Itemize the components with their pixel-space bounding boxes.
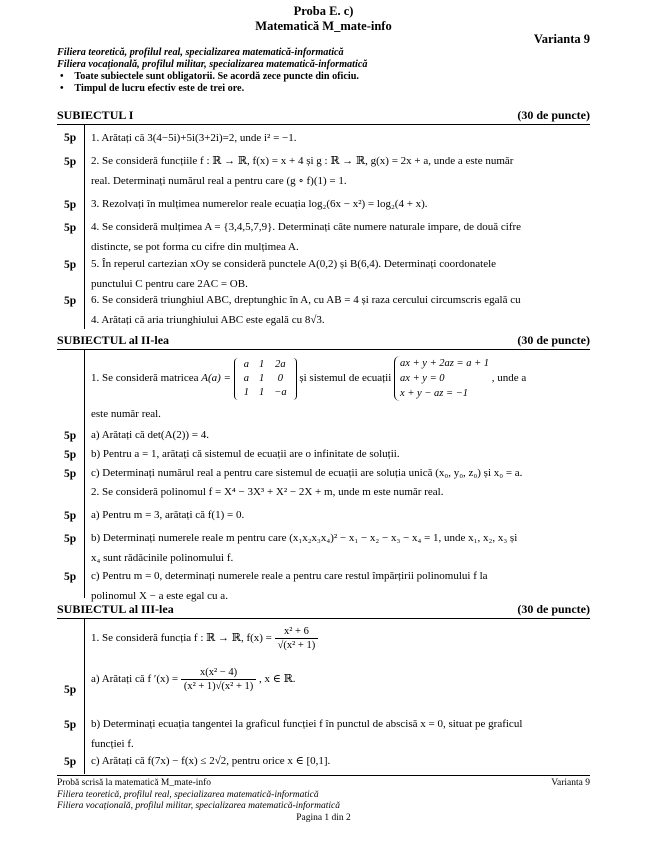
footer-divider [57, 775, 590, 776]
points-label: 5p [64, 132, 77, 144]
points-label: 5p [64, 533, 77, 545]
question-1-6: 6. Se consideră triunghiul ABC, dreptunghic în A, cu AB = 4 și raza cercului circumscris egală cu 4. Arătați că aria triunghiului ABC este egală cu 8√3. [91, 294, 521, 326]
points-label: 5p [64, 468, 77, 480]
question-2-1a: a) Arătați că det(A(2)) = 4. [91, 429, 209, 441]
divider [57, 349, 590, 350]
points-label: 5p [64, 430, 77, 442]
question-1-3: 3. Rezolvați în mulțimea numerelor reale ecuația log₂(6x − x²) = log₂(4 + x). [91, 198, 428, 210]
points-label: 5p [64, 684, 77, 696]
exam-subtitle: Matematică M_mate-info [255, 19, 392, 33]
subject-3-heading: SUBIECTUL al III-lea (30 de puncte) [57, 602, 590, 616]
filiera-2: Filiera vocațională, profilul militar, specializarea matematică-informatică [57, 59, 368, 70]
points-label: 5p [64, 449, 77, 461]
question-1-2: 2. Se consideră funcțiile f : ℝ → ℝ, f(x) = x + 4 și g : ℝ → ℝ, g(x) = 2x + a, unde a este număr real. Determinați numărul real a pentru care (g ∘ f)(1) = 1. [91, 155, 514, 187]
points-label: 5p [64, 259, 77, 271]
footer [57, 778, 590, 824]
points-column-divider [84, 125, 85, 329]
points-label: 5p [64, 510, 77, 522]
problem-2-1: 1. Se consideră matricea A(a) = a 1 2a a 1 0 1 1 −a și sistemul de ecuații ax + y + 2az = a + 1 ax + y = 0 x + y − az = −1 , unde a [91, 358, 527, 399]
problem-3-1: 1. Se consideră funcția f : ℝ → ℝ, f(x) = $\frac{\text{x² + 6}}{\text{√(x² + 1)}}$ [91, 625, 589, 652]
fraction: $\frac{\text{x² + 6}}{\text{√(x² + 1)}}$ [275, 625, 319, 652]
subject-1-heading: SUBIECTUL I (30 de puncte) [57, 108, 590, 122]
points-column-divider [84, 350, 85, 598]
question-2-2c: c) Pentru m = 0, determinați numerele reale a pentru care restul împărțirii polinomului f la polinomul X − a este egal cu a. [91, 570, 488, 602]
points-label: 5p [64, 571, 77, 583]
footer-line-3: Filiera vocațională, profilul militar, specializarea matematică-informatică [57, 801, 340, 811]
exam-title: Proba E. c) [293, 4, 354, 18]
varianta-label: Varianta 9 [533, 32, 590, 46]
question-2-1c: c) Determinați numărul real a pentru care sistemul de ecuații are soluția unică (x₀, y₀, z₀) și x₀ = a. [91, 467, 523, 479]
question-3-1a: a) Arătați că f ′(x) = $\frac{\text{x(x² − 4)}}{\text{(x² + 1)√(x² + 1)}}$ , x ∈ ℝ. [91, 667, 296, 692]
matrix-A: a 1 2a a 1 0 1 1 −a [234, 358, 297, 400]
footer-line-2: Filiera teoretică, profilul real, specializarea matematică-informatică [57, 789, 319, 800]
points-label: 5p [64, 756, 77, 768]
points-label: 5p [64, 199, 77, 211]
instruction-2: • Timpul de lucru efectiv este de trei ore. [60, 83, 245, 94]
question-3-1b: b) Determinați ecuația tangentei la graficul funcției f în punctul de abscisă x = 0, situat pe graficul funcției f. [91, 718, 523, 750]
question-1-4: 4. Se consideră mulțimea A = {3,4,5,7,9}. Determinați câte numere naturale impare, de două cifre distincte, se pot forma cu cifre din mulțimea A. [91, 221, 522, 253]
page-number: Pagina 1 din 2 [296, 812, 351, 823]
question-1-5: 5. În reperul cartezian xOy se consideră punctele A(0,2) și B(6,4). Determinați coordonatele punctului C pentru care 2AC = OB. [91, 258, 497, 290]
divider [57, 618, 590, 619]
points-label: 5p [64, 222, 77, 234]
problem-2-2: 2. Se consideră polinomul f = X⁴ − 3X³ + X² − 2X + m, unde m este număr real. [91, 486, 444, 498]
problem-2-1-cont: este număr real. [91, 408, 161, 420]
instruction-1: • Toate subiectele sunt obligatorii. Se acordă zece puncte din oficiu. [60, 71, 359, 82]
question-2-2a: a) Pentru m = 3, arătați că f(1) = 0. [91, 509, 245, 521]
question-1-1: 1. Arătați că 3(4−5i)+5i(3+2i)=2, unde i² = −1. [91, 132, 297, 144]
question-2-2b: b) Determinați numerele reale m pentru care (x₁x₂x₃x₄)² − x₁ − x₂ − x₃ − x₄ = 1, unde x₁, x₂, x₃ și x₄ sunt rădăcinile polinomului f. [91, 532, 518, 564]
divider [57, 124, 590, 125]
footer-varianta: Varianta 9 [551, 778, 590, 788]
question-3-1c: c) Arătați că f(7x) − f(x) ≤ 2√2, pentru orice x ∈ [0,1]. [91, 755, 331, 767]
points-column-divider [84, 619, 85, 774]
question-2-1b: b) Pentru a = 1, arătați că sistemul de ecuații are o infinitate de soluții. [91, 448, 400, 460]
footer-line-1: Probă scrisă la matematică M_mate-info [57, 778, 212, 788]
points-label: 5p [64, 719, 77, 731]
points-label: 5p [64, 156, 77, 168]
filiera-1: Filiera teoretică, profilul real, specializarea matematică-informatică [57, 47, 344, 58]
subject-2-heading: SUBIECTUL al II-lea (30 de puncte) [57, 333, 590, 347]
points-label: 5p [64, 295, 77, 307]
fraction: $\frac{\text{x(x² − 4)}}{\text{(x² + 1)√(x² + 1)}}$ [181, 666, 256, 693]
equation-system: ax + y + 2az = a + 1 ax + y = 0 x + y − az = −1 [394, 356, 489, 401]
filiere-block [57, 47, 597, 95]
